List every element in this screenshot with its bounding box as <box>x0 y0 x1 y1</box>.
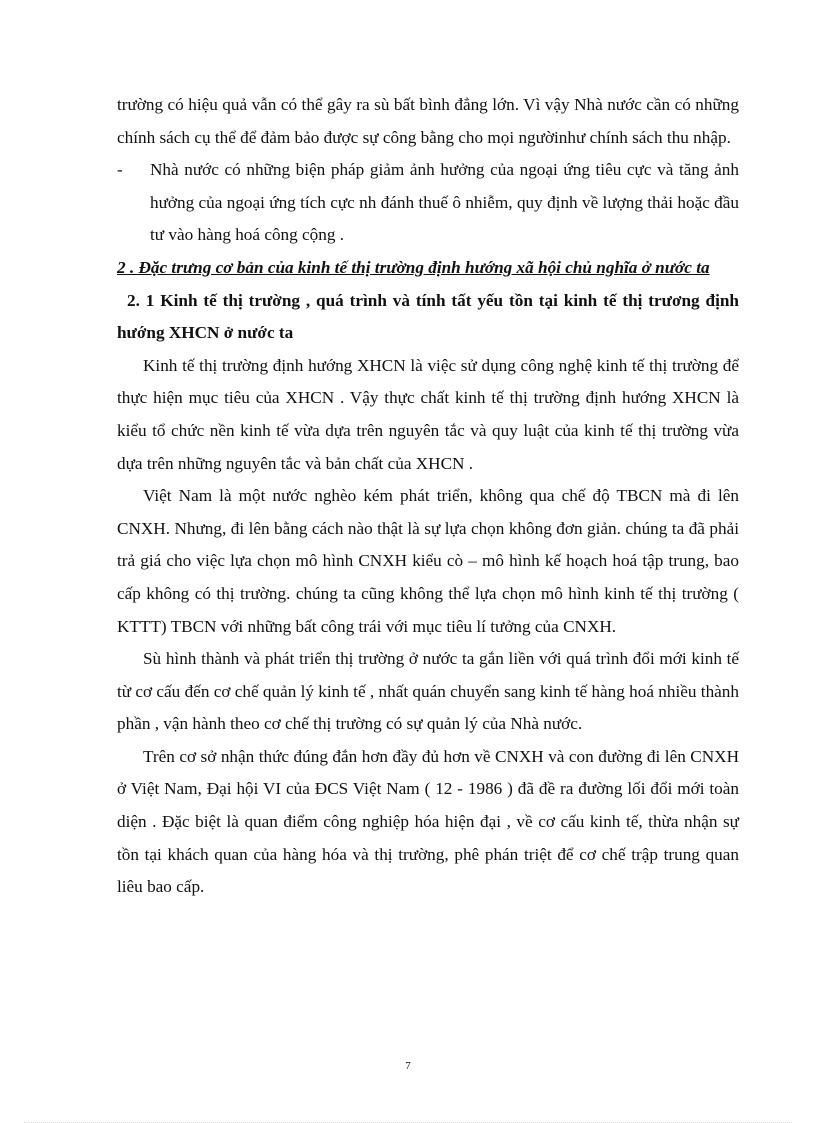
bullet-paragraph <box>117 154 739 252</box>
bullet-marker: - <box>117 160 123 180</box>
paragraph: Việt Nam là một nước nghèo kém phát triển, không qua chế độ TBCN mà đi lên CNXH. Nhưng, đi lên bằng cách nào thật là sự lựa chọn không đơn giản. chúng ta đã phải trả giá cho việc lựa chọn mô hình CNXH kiểu cò – mô hình kế hoạch hoá tập trung, bao cấp không có thị trường. chúng ta cũng không thể lựa chọn mô hình kinh tế thị trường ( KTTT) TBCN với những bất công trái với mục tiêu lí tưởng của CNXH. <box>117 486 739 636</box>
subsection-heading: 2. 1 Kinh tế thị trường , quá trình và tính tất yếu tồn tại kinh tế thị trương định hướng XHCN ở nước ta <box>117 290 739 343</box>
section-heading: 2 . Đặc trưng cơ bản của kinh tế thị trường định hướng xã hội chủ nghĩa ở nước ta <box>117 257 710 277</box>
paragraph-continuation: trường có hiệu quả vẫn có thể gây ra sù bất bình đẳng lớn. Vì vậy Nhà nước cần có những chính sách cụ thể để đảm bảo được sự công bằng cho mọi ngườinhư chính sách thu nhập. <box>117 95 739 147</box>
paragraph: Trên cơ sở nhận thức đúng đắn hơn đầy đủ hơn về CNXH và con đường đi lên CNXH ở Việt Nam, Đại hội VI của ĐCS Việt Nam ( 12 - 1986 ) đã đề ra đường lối đổi mới toàn diện . Đặc biệt là quan điểm công nghiệp hóa hiện đại , về cơ cấu kinh tế, thừa nhận sự tồn tại khách quan của hàng hóa và thị trường, phê phán triệt để cơ chế trập trung quan liêu bao cấp. <box>117 746 739 897</box>
paragraph: Kinh tế thị trường định hướng XHCN là việc sử dụng công nghệ kinh tế thị trường để thực hiện mục tiêu của XHCN . Vậy thực chất kinh tế thị trường định hướng XHCN là kiểu tổ chức nền kinh tế vừa dựa trên nguyên tắc và quy luật của kinh tế thị trường vừa dựa trên những nguyên tắc và bản chất của XHCN . <box>117 355 739 473</box>
bullet-text: Nhà nước có những biện pháp giảm ảnh hưởng của ngoại ứng tiêu cực và tăng ảnh hưởng của ngoại ứng tích cực nh đánh thuế ô nhiễm, quy định về lượng thải hoặc đầu tư vào hàng hoá công cộng . <box>150 160 739 245</box>
paragraph: Sù hình thành và phát triển thị trường ở nước ta gắn liền với quá trình đổi mới kinh tế từ cơ cấu đến cơ chế quản lý kinh tế , nhất quán chuyển sang kinh tế hàng hoá nhiều thành phần , vận hành theo cơ chế thị trường có sự quản lý của Nhà nước. <box>117 649 739 734</box>
page-number: 7 <box>405 1060 411 1072</box>
document-body <box>117 89 739 904</box>
